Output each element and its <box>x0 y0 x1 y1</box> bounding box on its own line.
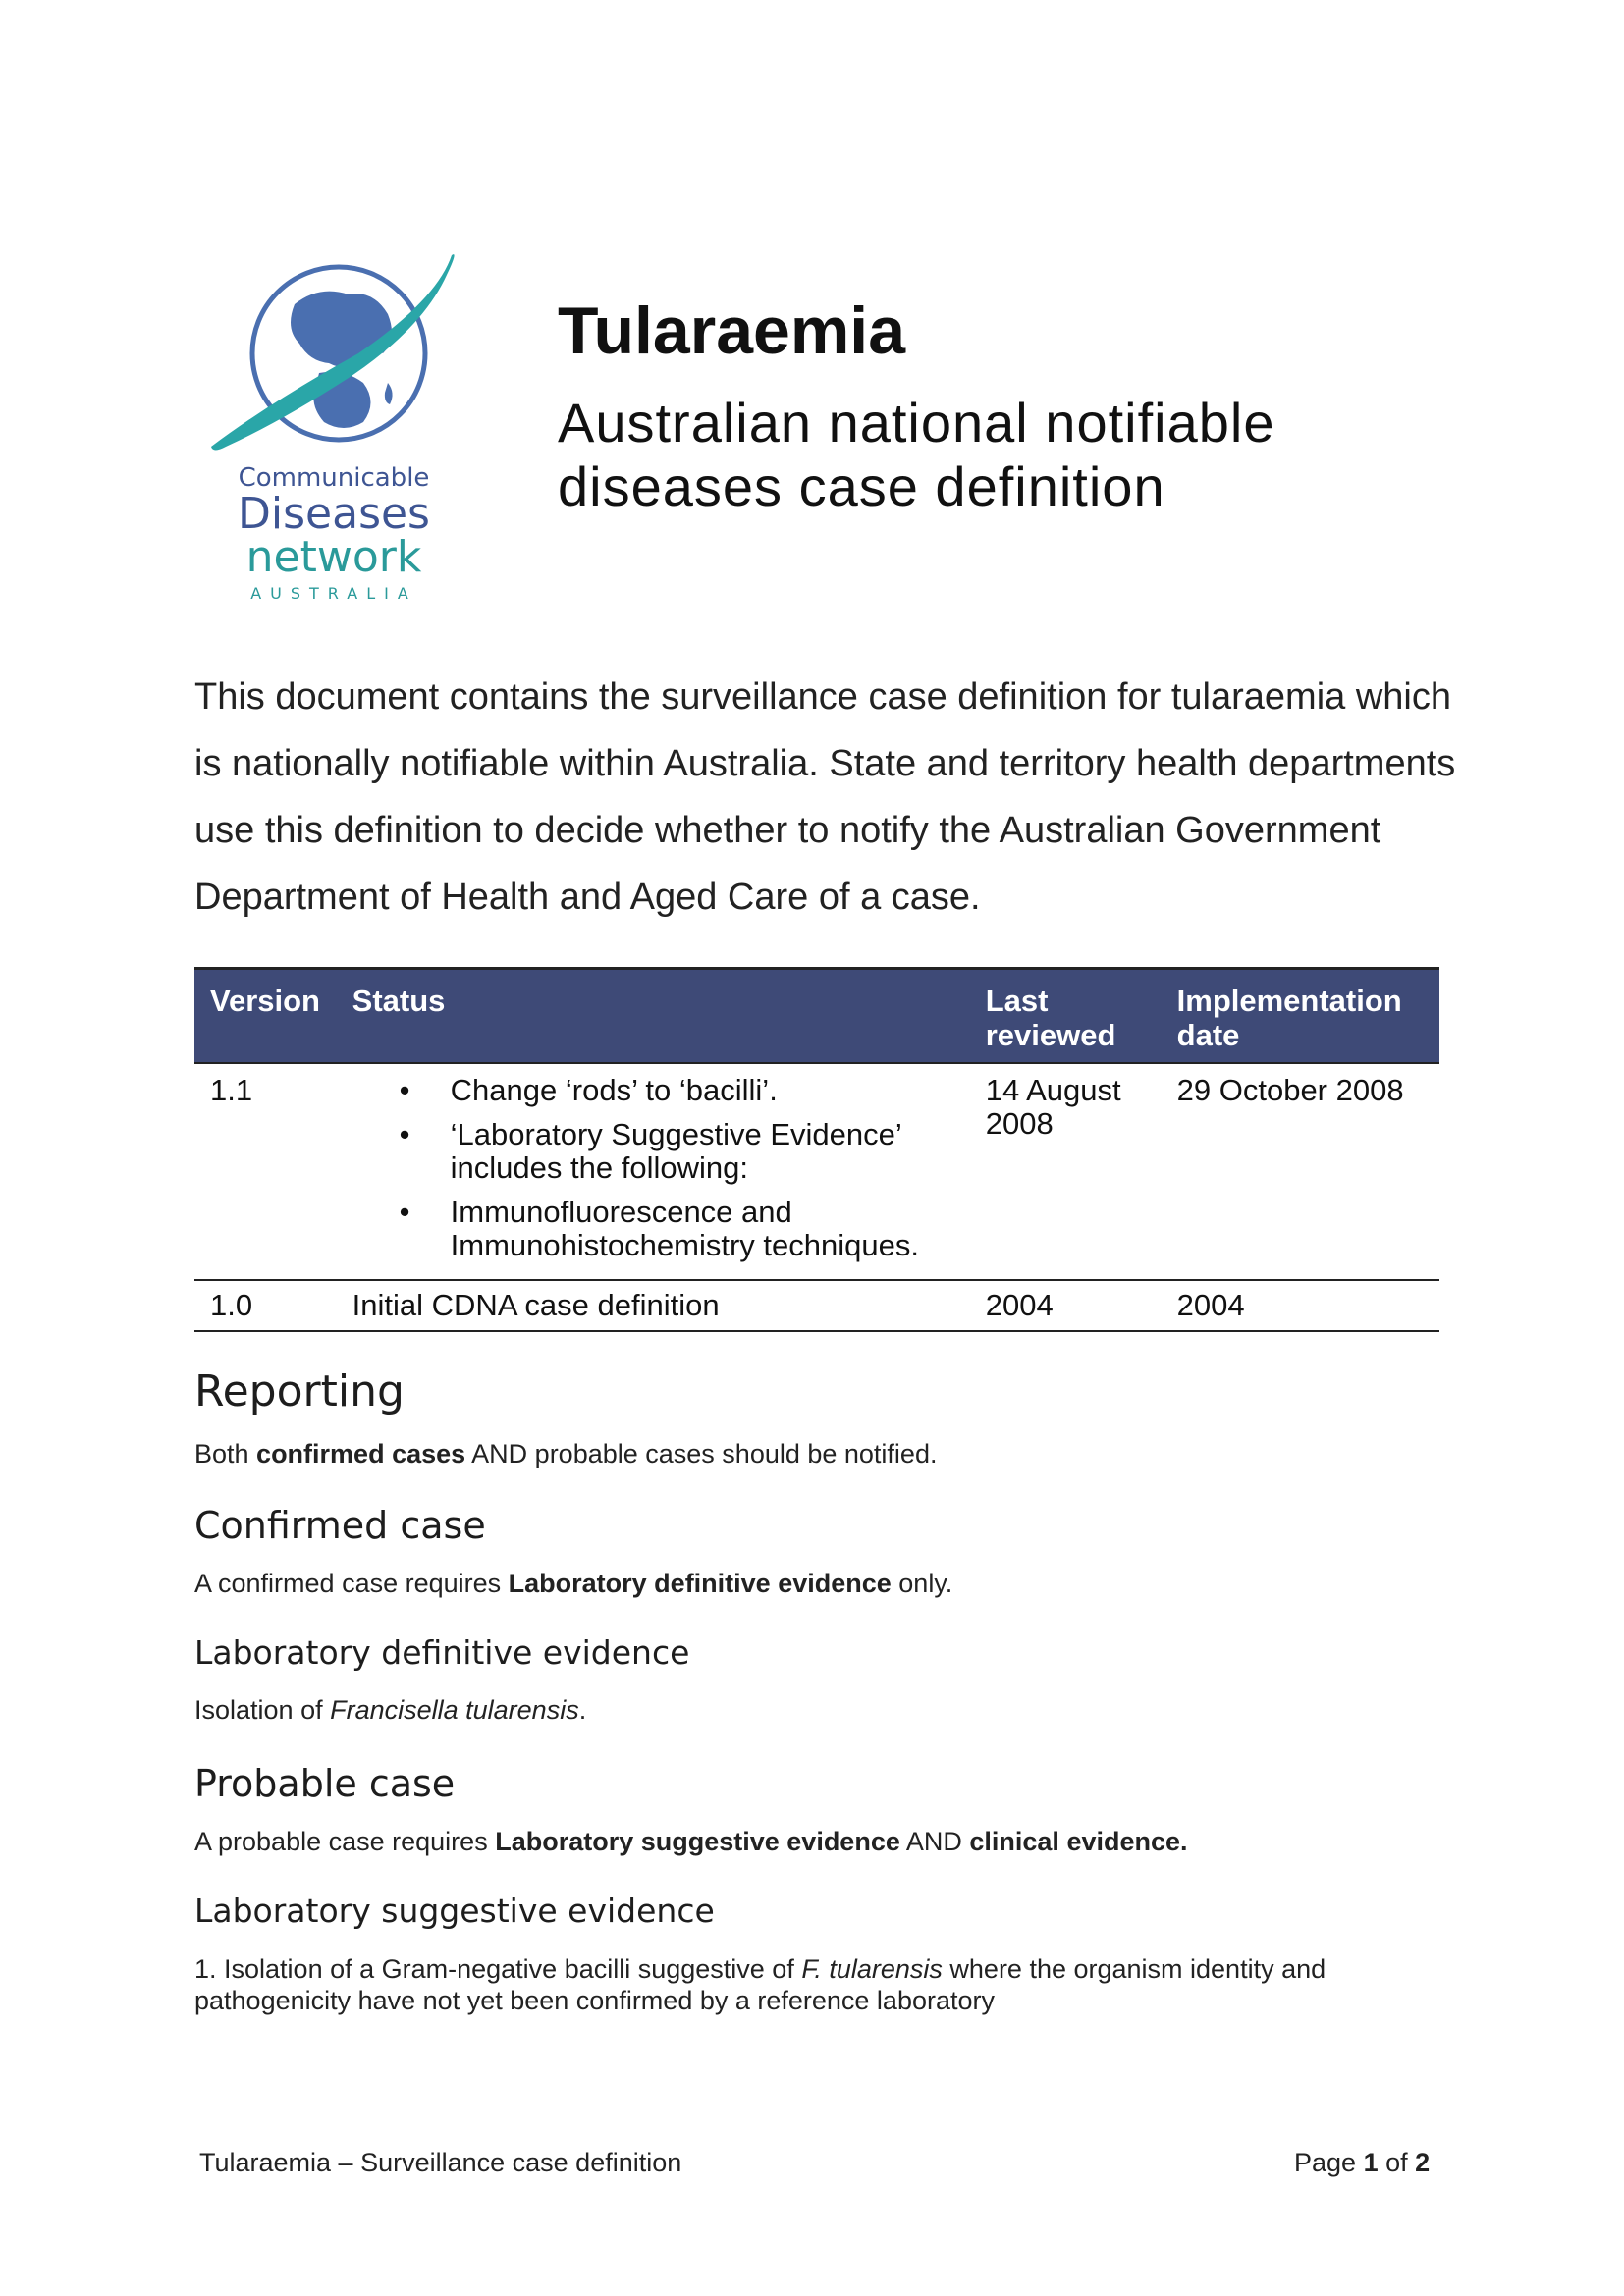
globe-orbit-icon <box>201 245 466 609</box>
cell-implementation: 29 October 2008 <box>1162 1063 1439 1280</box>
logo-line-2: Diseases <box>238 489 430 539</box>
cell-last-reviewed: 14 August 2008 <box>970 1063 1162 1280</box>
cell-implementation: 2004 <box>1162 1280 1439 1331</box>
cell-status <box>337 1063 970 1280</box>
cdna-logo <box>201 245 466 609</box>
version-history-table <box>194 967 1439 1332</box>
cell-status: Initial CDNA case definition <box>337 1280 970 1331</box>
heading-lab-suggestive-evidence: Laboratory suggestive evidence <box>194 1892 715 1930</box>
logo-line-3: network <box>245 532 422 582</box>
logo-line-4: AUSTRALIA <box>250 584 417 603</box>
heading-confirmed-case: Confirmed case <box>194 1504 486 1547</box>
status-list <box>352 1074 954 1262</box>
table-row <box>194 1063 1439 1280</box>
footer-document-title: Tularaemia – Surveillance case definition <box>199 2148 682 2177</box>
lab-definitive-text: Isolation of Francisella tularensis. <box>194 1695 587 1725</box>
table-header-row <box>194 969 1439 1064</box>
header-last-reviewed: Last reviewed <box>970 969 1162 1064</box>
cell-last-reviewed: 2004 <box>970 1280 1162 1331</box>
heading-lab-definitive-evidence: Laboratory definitive evidence <box>194 1633 690 1672</box>
heading-reporting: Reporting <box>194 1366 405 1416</box>
page-title: Tularaemia <box>558 294 906 368</box>
page-subtitle: Australian national notifiable diseases case definition <box>558 392 1275 517</box>
list-item: • ‘Laboratory Suggestive Evidence’ includes the following: <box>451 1118 954 1185</box>
header-implementation-date: Implementation date <box>1162 969 1439 1064</box>
confirmed-case-text: A confirmed case requires Laboratory definitive evidence only. <box>194 1569 953 1598</box>
list-item: • Change ‘rods’ to ‘bacilli’. <box>451 1074 954 1107</box>
heading-probable-case: Probable case <box>194 1762 456 1805</box>
list-item: • Immunofluorescence and Immunohistochemistry techniques. <box>451 1196 954 1262</box>
header-version: Version <box>194 969 337 1064</box>
intro-paragraph: This document contains the surveillance case definition for tularaemia which is nationally notifiable within Australia. State and territory health departments use this definition to decide whether to notify the Australian Government Department of Health and Aged Care of a case. <box>194 676 1456 918</box>
footer-page-number: Page 1 of 2 <box>1294 2148 1431 2177</box>
header-status: Status <box>337 969 970 1064</box>
table-row <box>194 1280 1439 1331</box>
logo-line-1: Communicable <box>238 463 430 493</box>
probable-case-text: A probable case requires Laboratory suggestive evidence AND clinical evidence. <box>194 1827 1188 1856</box>
reporting-text: Both confirmed cases AND probable cases should be notified. <box>194 1439 938 1468</box>
lab-suggestive-text: 1. Isolation of a Gram-negative bacilli suggestive of F. tularensis where the organism identity and pathogenicity have not yet been confirmed by a reference laboratory <box>194 1954 1326 2015</box>
cell-version: 1.1 <box>194 1063 337 1280</box>
cell-version: 1.0 <box>194 1280 337 1331</box>
